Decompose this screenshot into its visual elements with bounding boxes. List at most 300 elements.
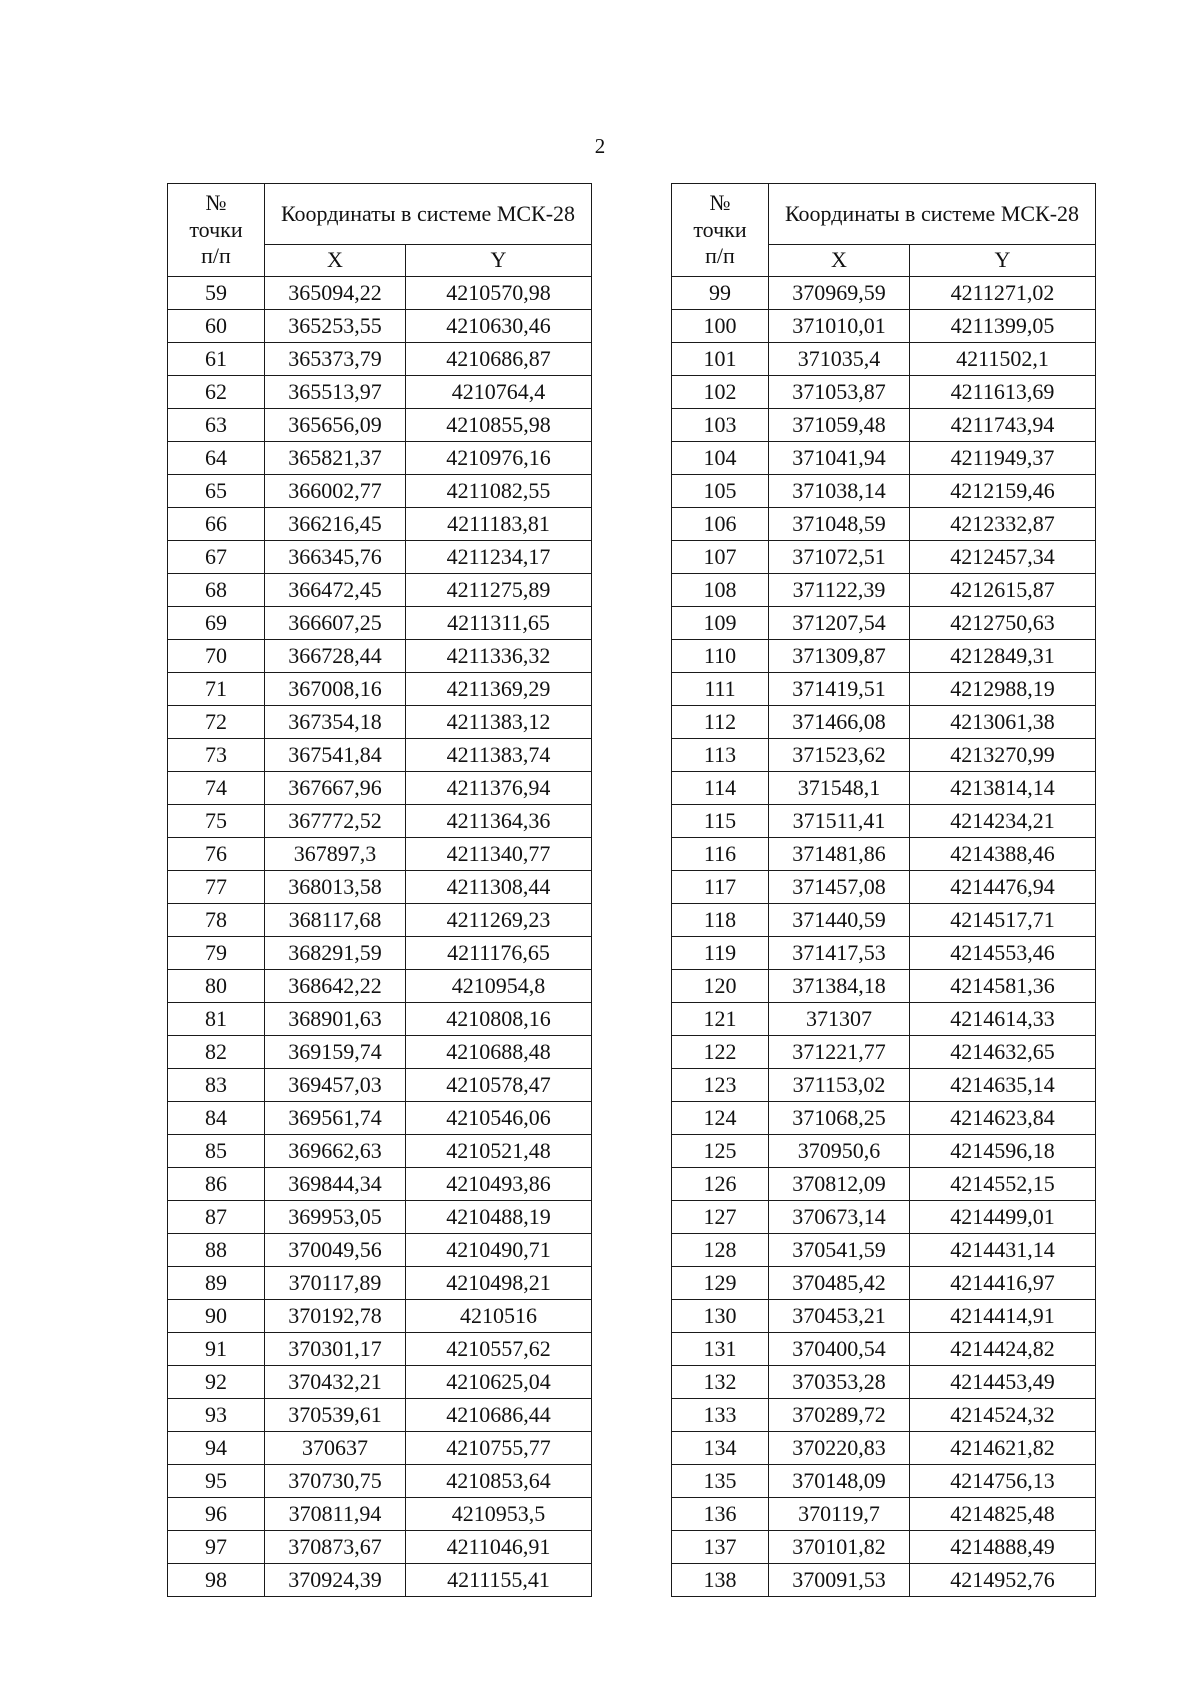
- y-value-cell: 4210755,77: [406, 1432, 592, 1465]
- x-value-cell: 370192,78: [265, 1300, 406, 1333]
- point-number-cell: 75: [168, 805, 265, 838]
- point-number-cell: 66: [168, 508, 265, 541]
- y-value-cell: 4210954,8: [406, 970, 592, 1003]
- point-number-cell: 121: [672, 1003, 769, 1036]
- table-row: [672, 1366, 1096, 1399]
- point-number-header-line2: точки: [693, 216, 747, 242]
- table-row: [672, 805, 1096, 838]
- table-row: [168, 1036, 592, 1069]
- y-value-cell: 4214499,01: [910, 1201, 1096, 1234]
- coordinate-system-header: Координаты в системе МСК-28: [265, 184, 592, 245]
- y-value-cell: 4212332,87: [910, 508, 1096, 541]
- table-row: [168, 1168, 592, 1201]
- y-value-cell: 4210546,06: [406, 1102, 592, 1135]
- point-number-cell: 63: [168, 409, 265, 442]
- x-value-cell: 371038,14: [769, 475, 910, 508]
- point-number-cell: 97: [168, 1531, 265, 1564]
- y-value-cell: 4210686,44: [406, 1399, 592, 1432]
- point-number-cell: 98: [168, 1564, 265, 1597]
- y-value-cell: 4214424,82: [910, 1333, 1096, 1366]
- table-row: [672, 640, 1096, 673]
- x-value-cell: 369457,03: [265, 1069, 406, 1102]
- y-value-cell: 4213061,38: [910, 706, 1096, 739]
- point-number-cell: 62: [168, 376, 265, 409]
- point-number-cell: 107: [672, 541, 769, 574]
- y-value-cell: 4214888,49: [910, 1531, 1096, 1564]
- y-value-cell: 4211369,29: [406, 673, 592, 706]
- table-row: [168, 1135, 592, 1168]
- y-value-cell: 4214623,84: [910, 1102, 1096, 1135]
- point-number-cell: 86: [168, 1168, 265, 1201]
- point-number-cell: 113: [672, 739, 769, 772]
- x-value-cell: 365656,09: [265, 409, 406, 442]
- x-value-cell: 370950,6: [769, 1135, 910, 1168]
- table-row: [672, 904, 1096, 937]
- table-row: [672, 1432, 1096, 1465]
- y-value-cell: 4211082,55: [406, 475, 592, 508]
- table-row: [168, 1366, 592, 1399]
- x-value-cell: 367897,3: [265, 838, 406, 871]
- x-value-cell: 368642,22: [265, 970, 406, 1003]
- point-number-cell: 125: [672, 1135, 769, 1168]
- table-row: [672, 475, 1096, 508]
- point-number-cell: 134: [672, 1432, 769, 1465]
- point-number-header-line3: п/п: [201, 243, 231, 269]
- table-row: [672, 310, 1096, 343]
- x-value-cell: 371072,51: [769, 541, 910, 574]
- x-column-header: X: [769, 245, 910, 277]
- table-row: [672, 1498, 1096, 1531]
- point-number-header-line1: №: [709, 190, 731, 216]
- x-value-cell: 371041,94: [769, 442, 910, 475]
- point-number-cell: 101: [672, 343, 769, 376]
- point-number-header-line1: №: [205, 190, 227, 216]
- table-row: [672, 838, 1096, 871]
- point-number-cell: 100: [672, 310, 769, 343]
- point-number-cell: 119: [672, 937, 769, 970]
- y-value-cell: 4211183,81: [406, 508, 592, 541]
- y-value-cell: 4211269,23: [406, 904, 592, 937]
- coordinates-table-left: [167, 183, 592, 1597]
- x-value-cell: 370101,82: [769, 1531, 910, 1564]
- point-number-cell: 96: [168, 1498, 265, 1531]
- table-row: [168, 706, 592, 739]
- table-row: [672, 937, 1096, 970]
- point-number-cell: 118: [672, 904, 769, 937]
- point-number-cell: 104: [672, 442, 769, 475]
- x-value-cell: 367354,18: [265, 706, 406, 739]
- point-number-cell: 102: [672, 376, 769, 409]
- x-value-cell: 371440,59: [769, 904, 910, 937]
- y-value-cell: 4214614,33: [910, 1003, 1096, 1036]
- x-value-cell: 370539,61: [265, 1399, 406, 1432]
- point-number-cell: 123: [672, 1069, 769, 1102]
- x-value-cell: 370289,72: [769, 1399, 910, 1432]
- table-row: [168, 343, 592, 376]
- point-number-cell: 110: [672, 640, 769, 673]
- y-value-cell: 4214635,14: [910, 1069, 1096, 1102]
- y-value-cell: 4210630,46: [406, 310, 592, 343]
- table-row: [672, 871, 1096, 904]
- y-value-cell: 4214756,13: [910, 1465, 1096, 1498]
- x-value-cell: 370673,14: [769, 1201, 910, 1234]
- y-value-cell: 4214621,82: [910, 1432, 1096, 1465]
- y-value-cell: 4210498,21: [406, 1267, 592, 1300]
- point-number-cell: 72: [168, 706, 265, 739]
- table-row: [672, 1531, 1096, 1564]
- x-value-cell: 368901,63: [265, 1003, 406, 1036]
- point-number-cell: 92: [168, 1366, 265, 1399]
- x-value-cell: 369662,63: [265, 1135, 406, 1168]
- x-value-cell: 371048,59: [769, 508, 910, 541]
- x-value-cell: 370541,59: [769, 1234, 910, 1267]
- y-value-cell: 4211176,65: [406, 937, 592, 970]
- table-row: [168, 541, 592, 574]
- y-value-cell: 4214825,48: [910, 1498, 1096, 1531]
- table-row: [168, 1201, 592, 1234]
- point-number-cell: 89: [168, 1267, 265, 1300]
- point-number-cell: 82: [168, 1036, 265, 1069]
- y-value-cell: 4212159,46: [910, 475, 1096, 508]
- table-row: [168, 574, 592, 607]
- table-row: [672, 1069, 1096, 1102]
- table-row: [672, 343, 1096, 376]
- x-value-cell: 367008,16: [265, 673, 406, 706]
- point-number-cell: 135: [672, 1465, 769, 1498]
- x-value-cell: 366472,45: [265, 574, 406, 607]
- table-row: [672, 673, 1096, 706]
- x-value-cell: 371511,41: [769, 805, 910, 838]
- y-value-cell: 4211336,32: [406, 640, 592, 673]
- point-number-cell: 83: [168, 1069, 265, 1102]
- point-number-cell: 133: [672, 1399, 769, 1432]
- table-row: [168, 475, 592, 508]
- point-number-cell: 84: [168, 1102, 265, 1135]
- point-number-cell: 87: [168, 1201, 265, 1234]
- y-value-cell: 4210488,19: [406, 1201, 592, 1234]
- y-value-cell: 4214234,21: [910, 805, 1096, 838]
- y-value-cell: 4210625,04: [406, 1366, 592, 1399]
- y-value-cell: 4210808,16: [406, 1003, 592, 1036]
- point-number-cell: 90: [168, 1300, 265, 1333]
- x-value-cell: 370730,75: [265, 1465, 406, 1498]
- table-row: [168, 1267, 592, 1300]
- x-value-cell: 370924,39: [265, 1564, 406, 1597]
- x-value-cell: 366728,44: [265, 640, 406, 673]
- x-value-cell: 371457,08: [769, 871, 910, 904]
- point-number-cell: 131: [672, 1333, 769, 1366]
- table-row: [168, 772, 592, 805]
- x-value-cell: 370117,89: [265, 1267, 406, 1300]
- y-value-cell: 4211383,12: [406, 706, 592, 739]
- y-value-cell: 4214517,71: [910, 904, 1096, 937]
- x-value-cell: 371481,86: [769, 838, 910, 871]
- x-value-cell: 369844,34: [265, 1168, 406, 1201]
- table-row: [168, 805, 592, 838]
- x-value-cell: 370049,56: [265, 1234, 406, 1267]
- y-value-cell: 4211949,37: [910, 442, 1096, 475]
- x-value-cell: 371207,54: [769, 607, 910, 640]
- point-number-cell: 77: [168, 871, 265, 904]
- x-value-cell: 371309,87: [769, 640, 910, 673]
- table-row: [672, 772, 1096, 805]
- y-value-cell: 4214596,18: [910, 1135, 1096, 1168]
- point-number-cell: 95: [168, 1465, 265, 1498]
- table-row: [672, 1300, 1096, 1333]
- point-number-cell: 126: [672, 1168, 769, 1201]
- point-number-cell: 115: [672, 805, 769, 838]
- point-number-cell: 67: [168, 541, 265, 574]
- table-row: [672, 706, 1096, 739]
- y-column-header: Y: [910, 245, 1096, 277]
- point-number-cell: 128: [672, 1234, 769, 1267]
- point-number-cell: 64: [168, 442, 265, 475]
- point-number-cell: 109: [672, 607, 769, 640]
- y-value-cell: 4210521,48: [406, 1135, 592, 1168]
- y-value-cell: 4211364,36: [406, 805, 592, 838]
- point-number-cell: 61: [168, 343, 265, 376]
- x-value-cell: 367541,84: [265, 739, 406, 772]
- table-row: [672, 442, 1096, 475]
- y-value-cell: 4210578,47: [406, 1069, 592, 1102]
- coordinates-table-right: [671, 183, 1096, 1597]
- table-row: [168, 409, 592, 442]
- y-value-cell: 4210764,4: [406, 376, 592, 409]
- x-value-cell: 371122,39: [769, 574, 910, 607]
- table-row: [672, 1465, 1096, 1498]
- table-row: [168, 1432, 592, 1465]
- point-number-cell: 94: [168, 1432, 265, 1465]
- point-number-cell: 73: [168, 739, 265, 772]
- x-value-cell: 371523,62: [769, 739, 910, 772]
- table-row: [168, 904, 592, 937]
- point-number-cell: 117: [672, 871, 769, 904]
- point-number-cell: 129: [672, 1267, 769, 1300]
- y-value-cell: 4213814,14: [910, 772, 1096, 805]
- y-value-cell: 4211376,94: [406, 772, 592, 805]
- y-value-cell: 4211502,1: [910, 343, 1096, 376]
- x-value-cell: 365253,55: [265, 310, 406, 343]
- table-row: [672, 1399, 1096, 1432]
- table-row: [672, 1003, 1096, 1036]
- point-number-cell: 69: [168, 607, 265, 640]
- x-value-cell: 370811,94: [265, 1498, 406, 1531]
- y-value-cell: 4211308,44: [406, 871, 592, 904]
- x-value-cell: 366345,76: [265, 541, 406, 574]
- x-value-cell: 371053,87: [769, 376, 910, 409]
- point-number-cell: 93: [168, 1399, 265, 1432]
- point-number-cell: 68: [168, 574, 265, 607]
- table-row: [168, 1498, 592, 1531]
- table-row: [672, 1201, 1096, 1234]
- table-row: [672, 1102, 1096, 1135]
- table-row: [168, 1102, 592, 1135]
- table-row: [168, 1069, 592, 1102]
- x-value-cell: 370091,53: [769, 1564, 910, 1597]
- y-value-cell: 4212457,34: [910, 541, 1096, 574]
- table-row: [672, 1168, 1096, 1201]
- point-number-cell: 127: [672, 1201, 769, 1234]
- point-number-cell: 106: [672, 508, 769, 541]
- y-value-cell: 4214476,94: [910, 871, 1096, 904]
- y-value-cell: 4212849,31: [910, 640, 1096, 673]
- y-value-cell: 4211743,94: [910, 409, 1096, 442]
- point-number-cell: 65: [168, 475, 265, 508]
- x-value-cell: 371010,01: [769, 310, 910, 343]
- table-row: [168, 1003, 592, 1036]
- y-value-cell: 4211275,89: [406, 574, 592, 607]
- y-value-cell: 4210570,98: [406, 277, 592, 310]
- point-number-cell: 85: [168, 1135, 265, 1168]
- x-value-cell: 365373,79: [265, 343, 406, 376]
- table-row: [672, 970, 1096, 1003]
- x-value-cell: 370812,09: [769, 1168, 910, 1201]
- table-row: [672, 409, 1096, 442]
- table-row: [672, 277, 1096, 310]
- point-number-cell: 137: [672, 1531, 769, 1564]
- y-value-cell: 4214632,65: [910, 1036, 1096, 1069]
- y-value-cell: 4214524,32: [910, 1399, 1096, 1432]
- table-row: [168, 1300, 592, 1333]
- y-value-cell: 4211271,02: [910, 277, 1096, 310]
- point-number-cell: 88: [168, 1234, 265, 1267]
- point-number-cell: 99: [672, 277, 769, 310]
- point-number-cell: 103: [672, 409, 769, 442]
- table-row: [168, 640, 592, 673]
- x-value-cell: 368013,58: [265, 871, 406, 904]
- table-row: [168, 1234, 592, 1267]
- point-number-cell: 74: [168, 772, 265, 805]
- x-value-cell: 366002,77: [265, 475, 406, 508]
- table-row: [168, 607, 592, 640]
- y-value-cell: 4214453,49: [910, 1366, 1096, 1399]
- y-value-cell: 4211340,77: [406, 838, 592, 871]
- y-value-cell: 4214414,91: [910, 1300, 1096, 1333]
- point-number-cell: 112: [672, 706, 769, 739]
- x-value-cell: 368291,59: [265, 937, 406, 970]
- point-number-cell: 116: [672, 838, 769, 871]
- y-value-cell: 4210516: [406, 1300, 592, 1333]
- y-value-cell: 4212615,87: [910, 574, 1096, 607]
- table-row: [672, 1036, 1096, 1069]
- table-row: [168, 1333, 592, 1366]
- x-value-cell: 370873,67: [265, 1531, 406, 1564]
- x-value-cell: 366216,45: [265, 508, 406, 541]
- table-row: [672, 739, 1096, 772]
- x-value-cell: 370453,21: [769, 1300, 910, 1333]
- point-number-cell: 78: [168, 904, 265, 937]
- x-value-cell: 365094,22: [265, 277, 406, 310]
- y-value-cell: 4210688,48: [406, 1036, 592, 1069]
- point-number-cell: 120: [672, 970, 769, 1003]
- x-column-header: X: [265, 245, 406, 277]
- point-number-cell: 130: [672, 1300, 769, 1333]
- y-value-cell: 4210557,62: [406, 1333, 592, 1366]
- point-number-header: [168, 184, 265, 277]
- y-value-cell: 4211046,91: [406, 1531, 592, 1564]
- table-row: [672, 1135, 1096, 1168]
- x-value-cell: 370119,7: [769, 1498, 910, 1531]
- x-value-cell: 371466,08: [769, 706, 910, 739]
- x-value-cell: 370637: [265, 1432, 406, 1465]
- y-value-cell: 4210953,5: [406, 1498, 592, 1531]
- y-value-cell: 4211383,74: [406, 739, 592, 772]
- point-number-cell: 60: [168, 310, 265, 343]
- table-row: [672, 541, 1096, 574]
- table-row: [672, 1564, 1096, 1597]
- y-value-cell: 4214952,76: [910, 1564, 1096, 1597]
- y-value-cell: 4212988,19: [910, 673, 1096, 706]
- point-number-cell: 59: [168, 277, 265, 310]
- point-number-cell: 79: [168, 937, 265, 970]
- x-value-cell: 365821,37: [265, 442, 406, 475]
- x-value-cell: 366607,25: [265, 607, 406, 640]
- table-row: [672, 1267, 1096, 1300]
- table-row: [672, 1333, 1096, 1366]
- table-row: [168, 442, 592, 475]
- table-row: [672, 1234, 1096, 1267]
- table-row: [168, 871, 592, 904]
- x-value-cell: 370148,09: [769, 1465, 910, 1498]
- y-value-cell: 4211234,17: [406, 541, 592, 574]
- table-row: [168, 838, 592, 871]
- point-number-cell: 136: [672, 1498, 769, 1531]
- table-row: [168, 376, 592, 409]
- y-value-cell: 4210976,16: [406, 442, 592, 475]
- x-value-cell: 371417,53: [769, 937, 910, 970]
- y-value-cell: 4211155,41: [406, 1564, 592, 1597]
- y-column-header: Y: [406, 245, 592, 277]
- y-value-cell: 4214552,15: [910, 1168, 1096, 1201]
- coordinate-system-header: Координаты в системе МСК-28: [769, 184, 1096, 245]
- y-value-cell: 4210686,87: [406, 343, 592, 376]
- x-value-cell: 371153,02: [769, 1069, 910, 1102]
- x-value-cell: 370301,17: [265, 1333, 406, 1366]
- point-number-cell: 124: [672, 1102, 769, 1135]
- y-value-cell: 4213270,99: [910, 739, 1096, 772]
- table-row: [168, 1531, 592, 1564]
- table-row: [168, 277, 592, 310]
- x-value-cell: 369561,74: [265, 1102, 406, 1135]
- table-row: [168, 970, 592, 1003]
- y-value-cell: 4214416,97: [910, 1267, 1096, 1300]
- x-value-cell: 370432,21: [265, 1366, 406, 1399]
- x-value-cell: 369159,74: [265, 1036, 406, 1069]
- point-number-cell: 132: [672, 1366, 769, 1399]
- table-row: [168, 1564, 592, 1597]
- table-row: [168, 673, 592, 706]
- table-row: [672, 574, 1096, 607]
- x-value-cell: 371307: [769, 1003, 910, 1036]
- y-value-cell: 4214388,46: [910, 838, 1096, 871]
- x-value-cell: 371221,77: [769, 1036, 910, 1069]
- table-row: [168, 739, 592, 772]
- x-value-cell: 370353,28: [769, 1366, 910, 1399]
- point-number-cell: 91: [168, 1333, 265, 1366]
- point-number-header-line3: п/п: [705, 243, 735, 269]
- x-value-cell: 371548,1: [769, 772, 910, 805]
- table-row: [672, 607, 1096, 640]
- point-number-cell: 81: [168, 1003, 265, 1036]
- table-row: [168, 310, 592, 343]
- x-value-cell: 367772,52: [265, 805, 406, 838]
- table-row: [672, 376, 1096, 409]
- point-number-cell: 138: [672, 1564, 769, 1597]
- page-number: 2: [594, 134, 606, 158]
- y-value-cell: 4210853,64: [406, 1465, 592, 1498]
- x-value-cell: 367667,96: [265, 772, 406, 805]
- table-row: [168, 937, 592, 970]
